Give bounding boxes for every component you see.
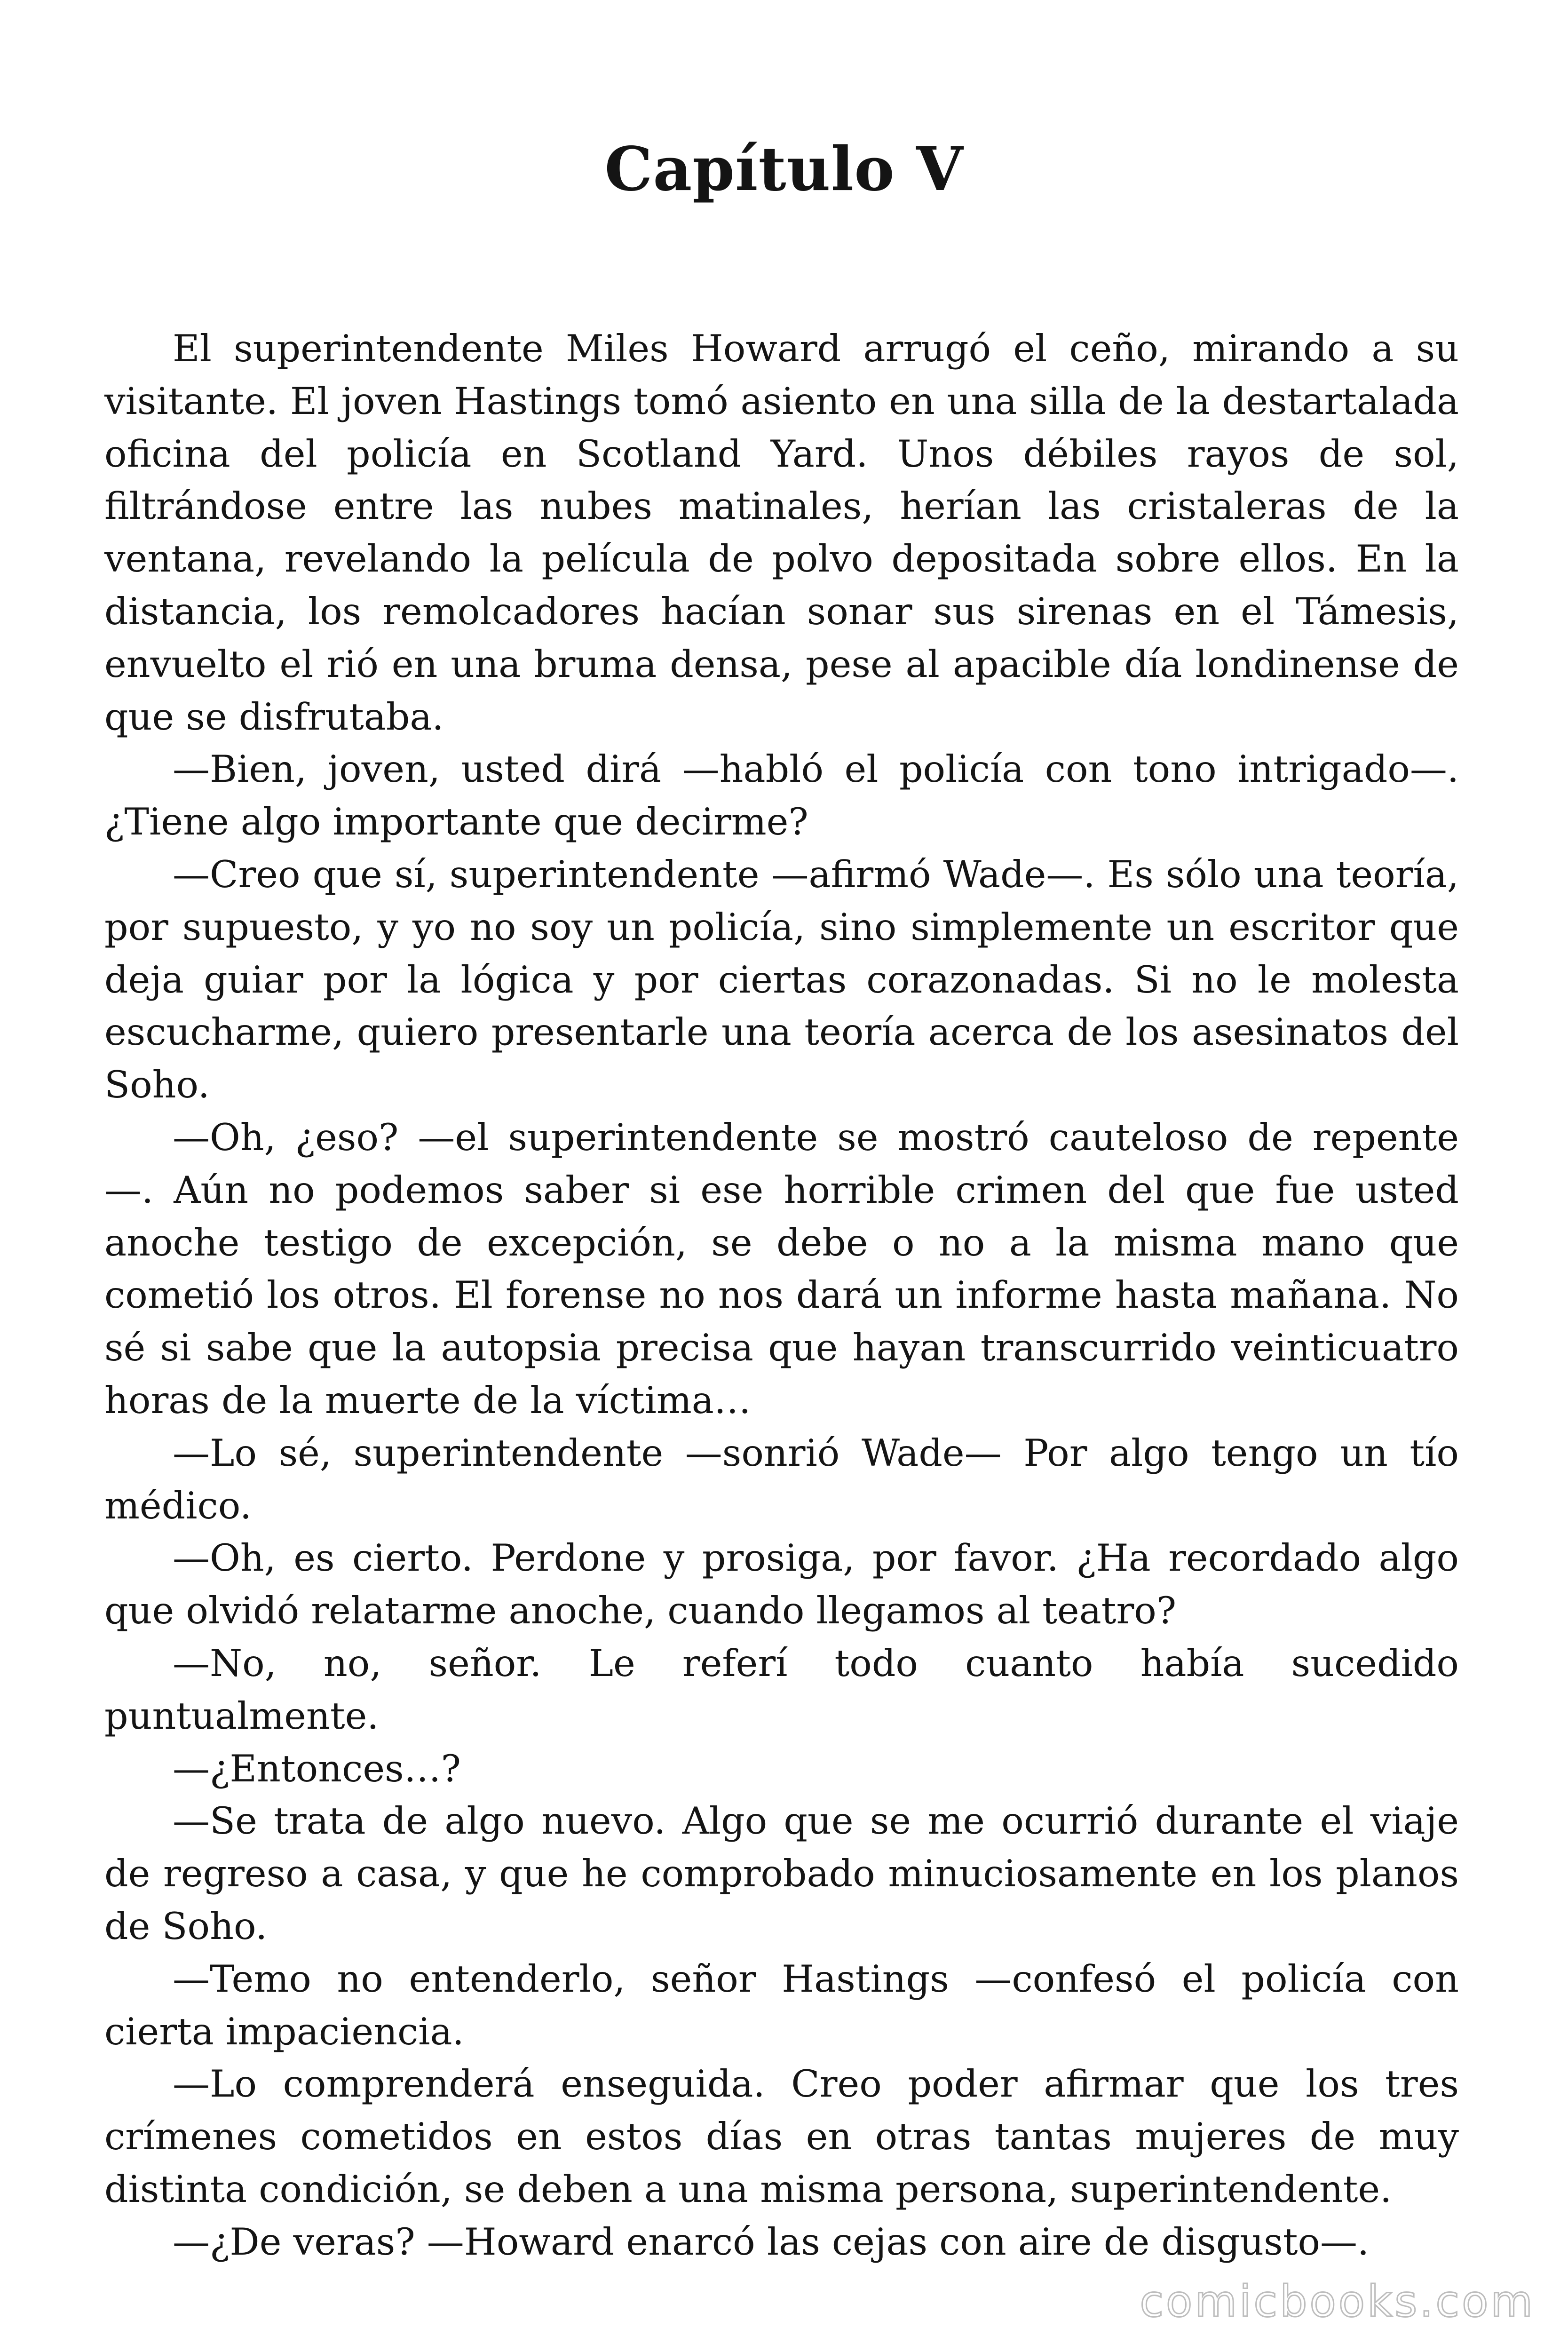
watermark: comicbooks.com: [1140, 2276, 1535, 2327]
paragraph: —Se trata de algo nuevo. Algo que se me ocurrió durante el viaje de regreso a casa, y que he comprobado minuciosamente en los planos de Soho.: [104, 1799, 1459, 1948]
paragraph: —¿De veras? —Howard enarcó las cejas con aire de disgusto—.: [173, 2220, 1370, 2264]
paragraph: —Oh, es cierto. Perdone y prosiga, por favor. ¿Ha recordado algo que olvidó relatarme anoche, cuando llegamos al teatro?: [104, 1536, 1459, 1633]
paragraph: —Oh, ¿eso? —el superintendente se mostró cauteloso de repente —. Aún no podemos saber si ese horrible crimen del que fue usted anoche testigo de excepción, se debe o no a la misma mano que cometió los otros. El forense no nos dará un informe hasta mañana. No sé si sabe que la autopsia precisa que hayan transcurrido veinticuatro horas de la muerte de la víctima…: [104, 1115, 1459, 1422]
paragraph: —Temo no entenderlo, señor Hastings —confesó el policía con cierta impaciencia.: [104, 1957, 1459, 2053]
paragraph: —Lo sé, superintendente —sonrió Wade— Por algo tengo un tío médico.: [104, 1431, 1459, 1527]
paragraph: —Creo que sí, superintendente —afirmó Wade—. Es sólo una teoría, por supuesto, y yo no soy un policía, sino simplemente un escritor que deja guiar por la lógica y por ciertas corazonadas. Si no le molesta escucharme, quiero presentarle una teoría acerca de los asesinatos del Soho.: [104, 852, 1459, 1107]
paragraph: El superintendente Miles Howard arrugó el ceño, mirando a su visitante. El joven Hastings tomó asiento en una silla de la destartalada oficina del policía en Scotland Yard. Unos débiles rayos de sol, filtrándose entre las nubes matinales, herían las cristaleras de la ventana, revelando la película de polvo depositada sobre ellos. En la distancia, los remolcadores hacían sonar sus sirenas en el Támesis, envuelto el rió en una bruma densa, pese al apacible día londinense de que se disfrutaba.: [104, 327, 1459, 739]
paragraph: —Bien, joven, usted dirá —habló el policía con tono intrigado—. ¿Tiene algo importante que decirme?: [104, 747, 1459, 844]
paragraph: —No, no, señor. Le referí todo cuanto había sucedido puntualmente.: [104, 1641, 1459, 1738]
chapter-body: [104, 323, 1459, 2268]
chapter-title: Capítulo V: [604, 134, 964, 205]
paragraph: —¿Entonces…?: [173, 1747, 461, 1790]
paragraph: —Lo comprenderá enseguida. Creo poder afirmar que los tres crímenes cometidos en estos días en otras tantas mujeres de muy distinta condición, se deben a una misma persona, superintendente.: [104, 2062, 1459, 2211]
